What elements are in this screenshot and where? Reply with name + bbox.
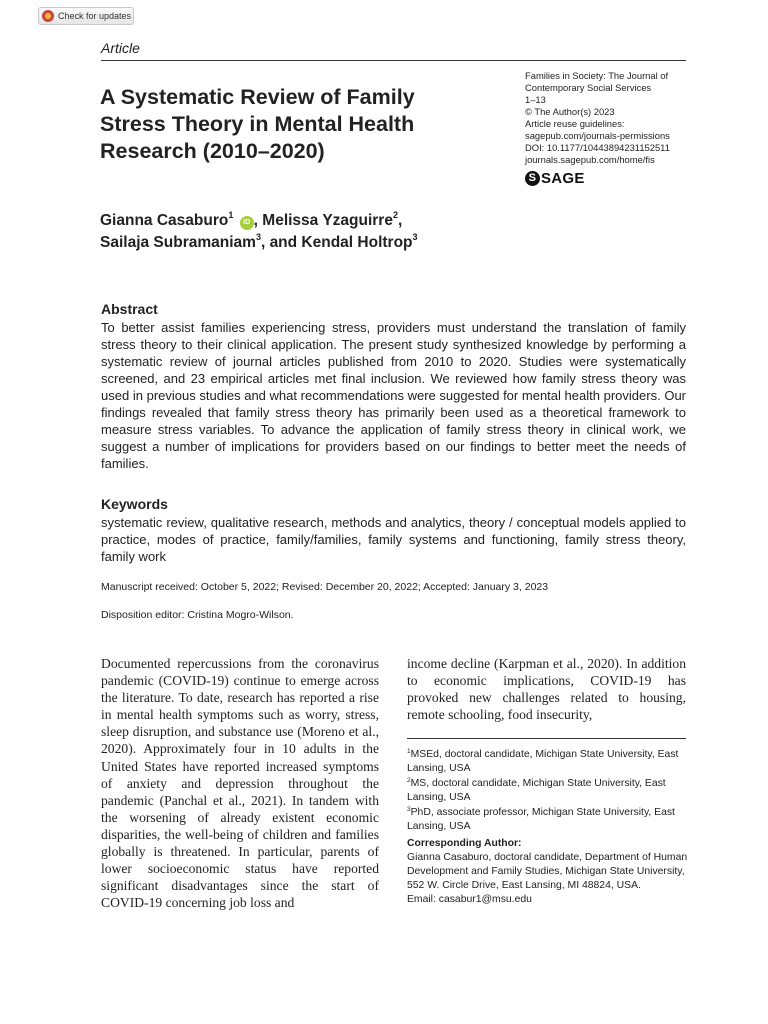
affiliation-marker: 3: [412, 232, 418, 242]
footnote-marker: 3: [407, 806, 411, 813]
check-for-updates-button[interactable]: [38, 7, 134, 25]
affiliation-marker: 2: [392, 210, 398, 220]
affiliation-marker: 1: [228, 210, 234, 220]
journal-info: [525, 70, 695, 166]
body-text-right-column: income decline (Karpman et al., 2020). In addition to economic implications, COVID-19 has provoked new challenges related to housing, remote schooling, food insecurity,: [407, 656, 686, 723]
footnote-rule: [407, 738, 686, 739]
affiliation-marker: 3: [255, 232, 261, 242]
manuscript-dates: Manuscript received: October 5, 2022; Revised: December 20, 2022; Accepted: January 3, 2023: [101, 581, 549, 593]
sage-wordmark: SAGE: [541, 170, 585, 187]
author-separator: ,: [397, 212, 403, 229]
check-for-updates-label: Check for updates: [58, 11, 132, 21]
author-list: [100, 210, 500, 254]
page-range: 1–13: [525, 94, 546, 105]
footnote: [407, 777, 688, 805]
author-name: Sailaja Subramaniam: [100, 234, 256, 251]
journal-name-line1: Families in Society: The Journal of: [525, 70, 669, 81]
orcid-icon[interactable]: iD: [240, 216, 254, 230]
reuse-guidelines: Article reuse guidelines:: [525, 118, 625, 129]
copyright: © The Author(s) 2023: [525, 106, 615, 117]
footnote-marker: 1: [407, 748, 411, 755]
journal-name-line2: Contemporary Social Services: [525, 82, 652, 93]
footnote: [407, 748, 688, 776]
body-text-left-column: Documented repercussions from the coronavirus pandemic (COVID-19) continue to emerge across the literature. To date, research has reported a rise in mental health symptoms such as worry, stress, sleep disruption, and substance use (Moreno et al., 2020). Approximately four in 10 adults in the United States have reported increased symptoms of anxiety and depression throughout the pandemic (Panchal et al., 2021). In tandem with the worsening of already existent economic disparities, the well-being of children and families globally is threatened. In particular, parents of lower socioeconomic status have reported significant disadvantages since the start of COVID-19 concerning job loss and: [101, 656, 379, 911]
keywords-text: systematic review, qualitative research, methods and analytics, theory / conceptual models applied to practice, modes of practice, family/families, family systems and functioning, family stress theory, family work: [101, 515, 686, 564]
update-badge-icon: [42, 10, 54, 22]
article-type-label: Article: [101, 40, 140, 56]
corresponding-author-text: Gianna Casaburo, doctoral candidate, Department of Human Development and Family Studies, Michigan State University, 552 W. Circle Drive, East Lansing, MI 48824, USA.: [407, 852, 688, 891]
sage-logo: [525, 170, 585, 187]
footnote-marker: 2: [407, 777, 411, 784]
abstract-text: To better assist families experiencing stress, providers must understand the translation of family stress theory to their clinical application. The present study synthesized knowledge by performing a systematic review of journal articles published from 2010 to 2020. Studies were systematically screened, and 23 empirical articles met final inclusion. We reviewed how family stress theory was used in previous studies and what recommendations were suggested for mental health providers. Our findings revealed that family stress theory has primarily been used as a theoretical framework to measure stress variables. To advance the application of family stress theory in clinical work, we suggest a number of implications for providers based on our findings to better meet the needs of families.: [101, 320, 686, 471]
author-name: , Melissa Yzaguirre: [253, 212, 393, 229]
footnotes: [407, 748, 688, 907]
keywords-heading: Keywords: [101, 496, 168, 512]
disposition-editor: Disposition editor: Cristina Mogro-Wilson.: [101, 609, 294, 621]
sage-logo-icon: S: [525, 171, 540, 186]
reuse-link[interactable]: sagepub.com/journals-permissions: [525, 130, 670, 141]
author-name: Gianna Casaburo: [100, 212, 229, 229]
header-rule: [101, 60, 686, 61]
journal-link[interactable]: journals.sagepub.com/home/fis: [525, 154, 655, 165]
corresponding-author-heading: Corresponding Author:: [407, 838, 522, 849]
author-name: , and Kendal Holtrop: [260, 234, 413, 251]
footnote: [407, 806, 688, 834]
corresponding-author-email[interactable]: Email: casabur1@msu.edu: [407, 894, 532, 905]
footnote-text: MS, doctoral candidate, Michigan State University, East Lansing, USA: [407, 778, 666, 803]
article-title: A Systematic Review of Family Stress Theory in Mental Health Research (2010–2020): [100, 85, 415, 163]
footnote-text: MSEd, doctoral candidate, Michigan State University, East Lansing, USA: [407, 749, 679, 774]
doi-link[interactable]: DOI: 10.1177/10443894231152511: [525, 142, 670, 153]
abstract-heading: Abstract: [101, 301, 158, 317]
footnote-text: PhD, associate professor, Michigan State University, East Lansing, USA: [407, 807, 675, 832]
